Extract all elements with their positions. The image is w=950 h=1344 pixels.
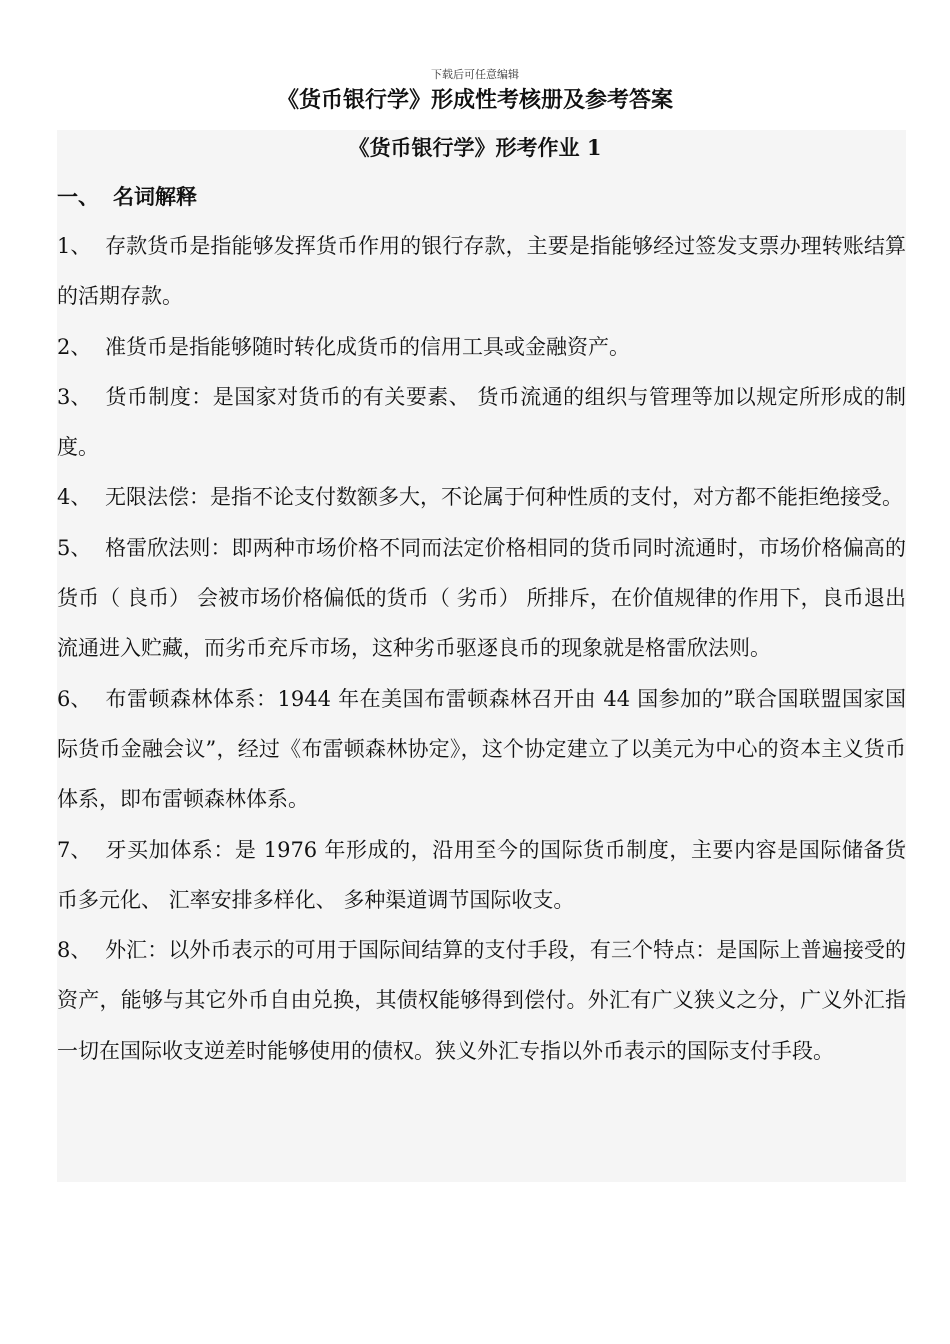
item-number: 8、 bbox=[57, 938, 92, 963]
item-text: 外汇：以外币表示的可用于国际间结算的支付手段，有三个特点：是国际上普遍接受的资产，能够与其它外币自由兑换，其债权能够得到偿付。外汇有广义狭义之分，广义外汇指一切在国际收支逆差时能够使用的债权。狭义外汇专指以外币表示的国际支付手段。 bbox=[57, 938, 906, 1063]
item-text: 存款货币是指能够发挥货币作用的银行存款，主要是指能够经过签发支票办理转账结算的活期存款。 bbox=[57, 234, 906, 309]
item-text: 牙买加体系：是 1976 年形成的，沿用至今的国际货币制度，主要内容是国际储备货币多元化、 汇率安排多样化、 多种渠道调节国际收支。 bbox=[57, 837, 906, 912]
definition-item bbox=[57, 372, 906, 473]
item-text: 货币制度：是国家对货币的有关要素、 货币流通的组织与管理等加以规定所形成的制度。 bbox=[57, 384, 906, 460]
section-number: 一、 bbox=[57, 184, 99, 209]
assignment-title: 《货币银行学》形考作业 1 bbox=[348, 135, 602, 160]
item-number: 4、 bbox=[57, 485, 92, 510]
item-text: 布雷顿森林体系：1944 年在美国布雷顿森林召开由 44 国参加的”联合国联盟国家国际货币金融会议”，经过《布雷顿森林协定》，这个协定建立了以美元为中心的资本主义货币体系，即布雷顿森林体系。 bbox=[57, 686, 906, 812]
item-number: 1、 bbox=[57, 234, 92, 258]
definition-item bbox=[57, 472, 906, 522]
definition-item bbox=[57, 674, 906, 825]
document-title: 《货币银行学》形成性考核册及参考答案 bbox=[276, 87, 673, 113]
definition-item bbox=[57, 925, 906, 1076]
definition-item bbox=[57, 221, 906, 322]
item-text: 格雷欣法则：即两种市场价格不同而法定价格相同的货币同时流通时，市场价格偏高的货币（ 良币） 会被市场价格偏低的货币（ 劣币） 所排斥，在价值规律的作用下，良币退出流通进入贮藏，而劣币充斥市场，这种劣币驱逐良币的现象就是格雷欣法则。 bbox=[57, 535, 906, 661]
item-number: 6、 bbox=[57, 686, 92, 711]
header-note: 下载后可任意编辑 bbox=[431, 68, 519, 81]
definitions-list bbox=[57, 221, 906, 1076]
item-number: 7、 bbox=[57, 837, 92, 862]
item-text: 无限法偿：是指不论支付数额多大，不论属于何种性质的支付，对方都不能拒绝接受。 bbox=[105, 485, 903, 510]
item-number: 3、 bbox=[57, 384, 92, 409]
section-heading bbox=[57, 183, 197, 211]
definition-item bbox=[57, 523, 906, 674]
definition-item bbox=[57, 322, 906, 372]
item-number: 2、 bbox=[57, 334, 92, 359]
item-number: 5、 bbox=[57, 535, 92, 560]
definition-item bbox=[57, 825, 906, 926]
item-text: 准货币是指能够随时转化成货币的信用工具或金融资产。 bbox=[105, 334, 630, 359]
section-title: 名词解释 bbox=[113, 184, 197, 209]
